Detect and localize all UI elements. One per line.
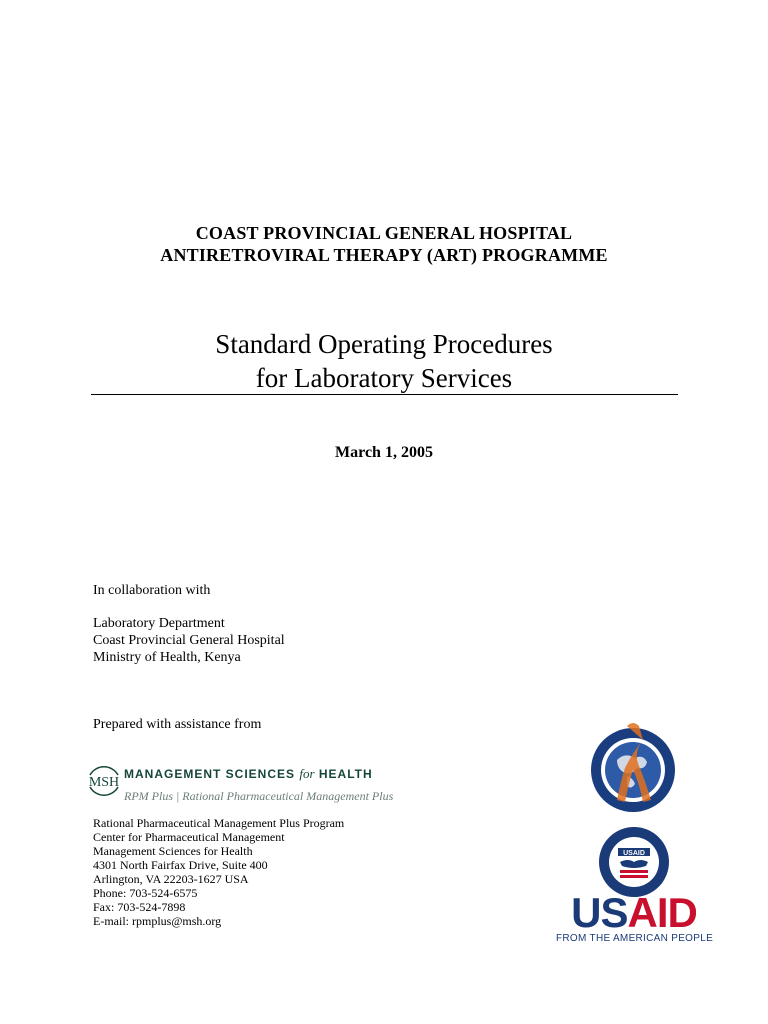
- address-line: Center for Pharmaceutical Management: [93, 830, 285, 844]
- address-line: Management Sciences for Health: [93, 844, 253, 858]
- collaboration-intro: In collaboration with: [93, 583, 211, 598]
- msh-tagline: RPM Plus | Rational Pharmaceutical Management Plus: [124, 789, 394, 803]
- msh-logo: [84, 757, 394, 807]
- assistance-intro: Prepared with assistance from: [93, 717, 262, 732]
- usaid-wordmark: [556, 891, 712, 935]
- msh-name-main: MANAGEMENT SCIENCES: [124, 767, 296, 781]
- programme-name: ANTIRETROVIRAL THERAPY (ART) PROGRAMME: [160, 245, 608, 265]
- collaboration-list: [93, 615, 285, 666]
- msh-logo-icon: [84, 759, 124, 803]
- usaid-wordmark-aid: AID: [627, 889, 697, 936]
- usaid-wordmark-us: US: [571, 889, 628, 936]
- email-line: E-mail: rpmplus@msh.org: [93, 914, 222, 928]
- title-line-2: for Laboratory Services: [255, 363, 513, 393]
- address-line: Arlington, VA 22203-1627 USA: [93, 872, 249, 886]
- collaboration-line: Ministry of Health, Kenya: [93, 650, 241, 665]
- title-line-1: Standard Operating Procedures: [215, 329, 553, 359]
- usaid-badge-text: USAID: [623, 850, 645, 857]
- contact-address: [93, 816, 344, 928]
- hospital-heading: [0, 222, 768, 266]
- title-divider: [91, 394, 678, 395]
- msh-mark-text: MSH: [88, 775, 120, 790]
- msh-name-for: for: [299, 766, 315, 781]
- document-title: [0, 327, 768, 395]
- msh-name: [124, 766, 373, 782]
- usaid-handshake-badge-icon: [598, 826, 670, 898]
- usaid-tagline: FROM THE AMERICAN PEOPLE: [556, 933, 714, 944]
- address-line: Fax: 703-524-7898: [93, 900, 186, 914]
- address-line: 4301 North Fairfax Drive, Suite 400: [93, 858, 268, 872]
- hospital-name: COAST PROVINCIAL GENERAL HOSPITAL: [195, 223, 573, 243]
- address-line: Phone: 703-524-6575: [93, 886, 198, 900]
- collaboration-line: Laboratory Department: [93, 616, 225, 631]
- collaboration-line: Coast Provincial General Hospital: [93, 633, 285, 648]
- globe-seal-icon: [587, 722, 679, 814]
- address-line: Rational Pharmaceutical Management Plus Program: [93, 816, 345, 830]
- document-date: March 1, 2005: [335, 444, 433, 461]
- msh-name-health: HEALTH: [318, 767, 373, 781]
